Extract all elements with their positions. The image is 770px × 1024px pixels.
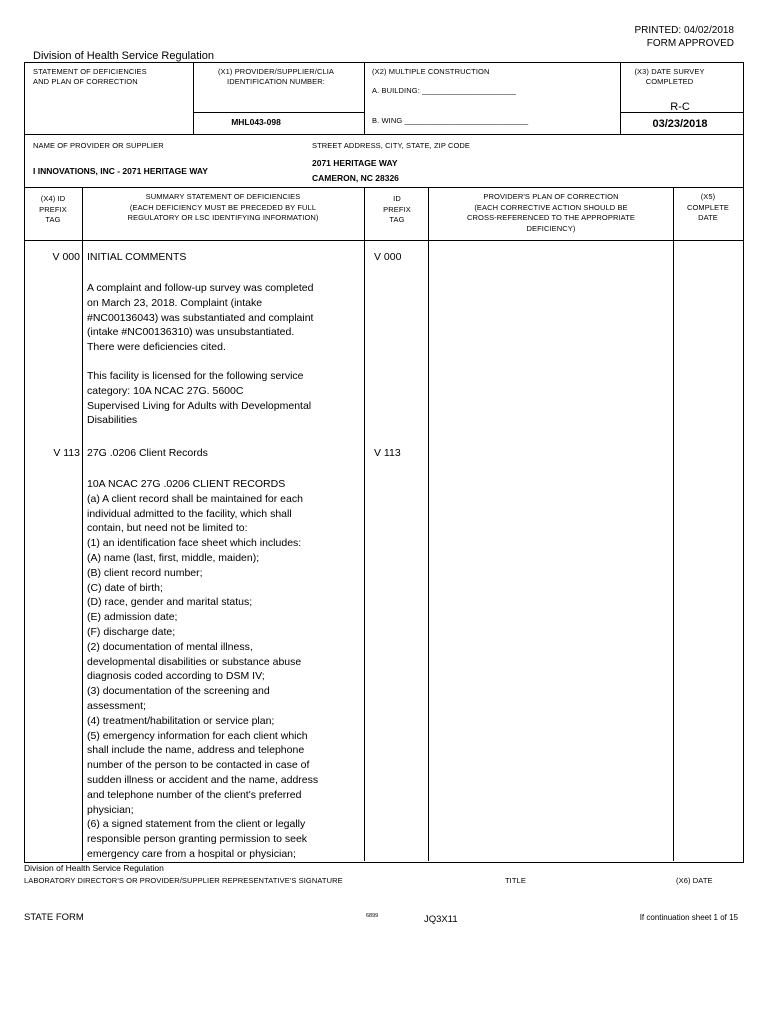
x4-column-header: (X4) ID PREFIX TAG (39, 194, 67, 224)
continuation-sheet: If continuation sheet 1 of 15 (639, 913, 738, 922)
x2-label: (X2) MULTIPLE CONSTRUCTION (372, 67, 490, 76)
building-field: A. BUILDING: ______________________ (372, 86, 517, 95)
x4-tag: V 113 (53, 447, 80, 459)
provider-id-number: MHL043-098 (231, 117, 281, 127)
x3-label: (X3) DATE SURVEY COMPLETED (634, 67, 705, 86)
footer-agency: Division of Health Service Regulation (24, 863, 164, 873)
address-line2: CAMERON, NC 28326 (312, 173, 399, 183)
form-number: 6899 (366, 913, 379, 919)
entry-text: A complaint and follow-up survey was completed on March 23, 2018. Complaint (intake #NC00136043) was substantiated and complaint (intake #NC00136310) was unsubstantiated. There were deficiencies cited. (87, 282, 314, 354)
statement-label: STATEMENT OF DEFICIENCIES AND PLAN OF CORRECTION (33, 67, 147, 86)
agency-name: Division of Health Service Regulation (33, 50, 214, 62)
address-line1: 2071 HERITAGE WAY (312, 158, 398, 168)
wing-field: B. WING _____________________________ (372, 116, 529, 125)
id-column-header: ID PREFIX TAG (383, 194, 411, 224)
title-label: TITLE (505, 876, 526, 885)
entry-title: 27G .0206 Client Records (87, 447, 208, 459)
x5-column-header: (X5) COMPLETE DATE (686, 192, 730, 222)
provider-name: I INNOVATIONS, INC - 2071 HERITAGE WAY (33, 166, 208, 176)
x4-tag: V 000 (52, 251, 80, 263)
event-code: JQ3X11 (424, 914, 458, 925)
survey-code: R-C (670, 101, 690, 113)
x1-label: (X1) PROVIDER/SUPPLIER/CLIA IDENTIFICATION NUMBER: (217, 67, 335, 86)
state-form-label: STATE FORM (24, 912, 84, 923)
form-approved: FORM APPROVED (646, 38, 734, 49)
entry-title: INITIAL COMMENTS (87, 251, 187, 263)
x6-date-label: (X6) DATE (676, 876, 713, 885)
provider-name-label: NAME OF PROVIDER OR SUPPLIER (33, 141, 164, 150)
entry-text: 10A NCAC 27G .0206 CLIENT RECORDS (a) A client record shall be maintained for each individual admitted to the facility, which shall contain, but need not be limited to: (1) an identification face sheet which includes: (A) name (last, first, middle, maiden); (B) client record number; (C) date of birth; (D) race, gender and marital status; (E) admission date; (F) discharge date; (2) documentation of mental illness, developmental disabilities or substance abuse diagnosis coded according to DSM IV; (3) documentation of the screening and assessment; (4) treatment/habilitation or service plan; (5) emergency information for each client which shall include the name, address and telephone number of the person to be contacted in case of sudden illness or accident and the name, address and telephone number of the client's preferred physician; (6) a signed statement from the client or legally responsible person granting permission to seek emergency care from a hospital or physician; (87, 478, 319, 860)
summary-column-header: SUMMARY STATEMENT OF DEFICIENCIES (EACH DEFICIENCY MUST BE PRECEDED BY FULL REGULATORY OR LSC IDENTIFYING INFORMATION) (127, 192, 319, 222)
entry-text: This facility is licensed for the following service category: 10A NCAC 27G. 5600C Supervised Living for Adults with Developmental Disabilities (87, 370, 312, 427)
id-tag: V 000 (374, 251, 402, 263)
address-label: STREET ADDRESS, CITY, STATE, ZIP CODE (312, 141, 471, 150)
survey-date: 03/23/2018 (652, 118, 708, 130)
plan-column-header: PROVIDER'S PLAN OF CORRECTION (EACH CORRECTIVE ACTION SHOULD BE CROSS-REFERENCED TO THE APPROPRIATE DEFICIENCY) (467, 192, 635, 233)
id-tag: V 113 (374, 447, 401, 459)
signature-label: LABORATORY DIRECTOR'S OR PROVIDER/SUPPLIER REPRESENTATIVE'S SIGNATURE (24, 876, 343, 885)
printed-date: PRINTED: 04/02/2018 (634, 25, 734, 36)
